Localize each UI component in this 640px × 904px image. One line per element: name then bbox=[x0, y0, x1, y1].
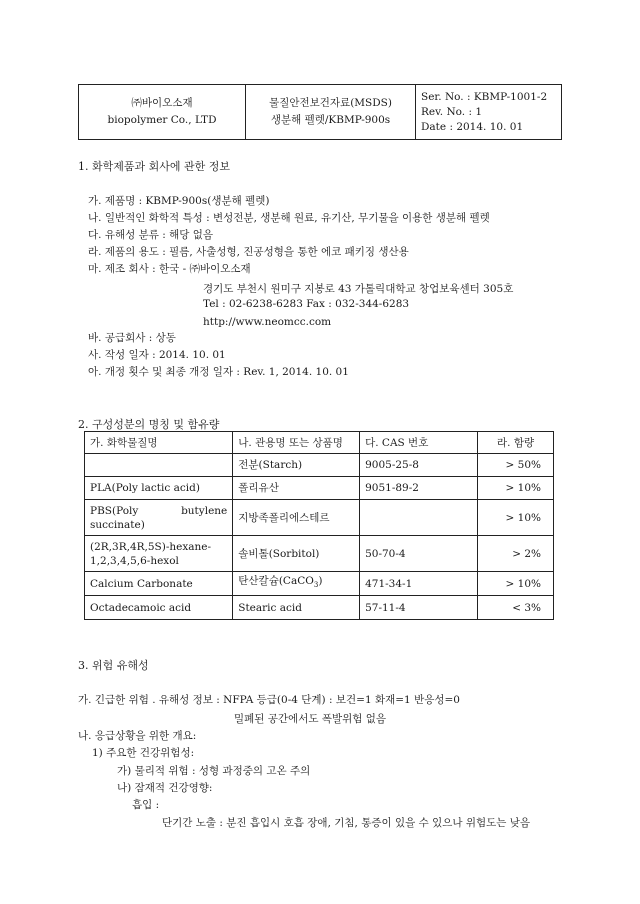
table-row bbox=[85, 477, 554, 500]
column-header-cas-number: 다. CAS 번호 bbox=[360, 432, 478, 454]
common-name-text: 탄산칼슘(CaCO bbox=[238, 575, 314, 588]
cell-chemical-name bbox=[85, 500, 233, 536]
manufacturer-tel-fax: Tel : 02-6238-6283 Fax : 032-344-6283 bbox=[203, 298, 410, 310]
cell-cas-number: 471-34-1 bbox=[360, 572, 478, 596]
table-header-row bbox=[85, 432, 554, 454]
cell-content: < 3% bbox=[478, 596, 554, 620]
section3-health-hazards: 1) 주요한 건강위험성: bbox=[92, 747, 195, 759]
table-row bbox=[85, 572, 554, 596]
cell-common-name: 솔비톨(Sorbitol) bbox=[233, 536, 360, 572]
table-row bbox=[85, 536, 554, 572]
cell-common-name bbox=[233, 572, 360, 596]
section1-item-manufacturer: 마. 제조 회사 : 한국 - ㈜바이오소재 bbox=[88, 263, 251, 275]
cell-cas-number: 9005-25-8 bbox=[360, 454, 478, 477]
composition-table bbox=[84, 431, 554, 620]
company-name-en: biopolymer Co., LTD bbox=[107, 114, 217, 126]
cell-chemical-name bbox=[85, 454, 233, 477]
company-cell bbox=[79, 85, 246, 139]
section1-item-usage: 라. 제품의 용도 : 필름, 사출성형, 진공성형을 통한 에코 패키징 생산용 bbox=[88, 246, 409, 258]
cell-common-name: Stearic acid bbox=[233, 596, 360, 620]
manufacturer-website: http://www.neomcc.com bbox=[203, 316, 332, 328]
section3-potential-health-effects: 나) 잠재적 건강영향: bbox=[117, 782, 213, 794]
cell-chemical-name: Calcium Carbonate bbox=[85, 572, 233, 596]
section3-physical-hazard: 가) 물리적 위험 : 성형 과정중의 고온 주의 bbox=[117, 765, 311, 777]
section1-title: 1. 화학제품과 회사에 관한 정보 bbox=[78, 160, 230, 173]
chemical-name-line1: (2R,3R,4R,5S)-hexane- bbox=[90, 540, 212, 553]
section1-item-product-name: 가. 제품명 : KBMP-900s(생분해 펠렛) bbox=[88, 195, 270, 207]
section2-title: 2. 구성성분의 명칭 및 함유량 bbox=[78, 418, 220, 431]
cell-cas-number bbox=[360, 500, 478, 536]
company-name-ko: ㈜바이오소재 bbox=[131, 97, 193, 109]
section3-title: 3. 위험 유해성 bbox=[78, 659, 149, 672]
document-title: 물질안전보건자료(MSDS) bbox=[269, 97, 392, 109]
section3-emergency-overview: 나. 응급상황을 위한 개요: bbox=[78, 730, 197, 742]
section3-inhalation-label: 흡입 : bbox=[132, 799, 160, 811]
document-date: Date : 2014. 10. 01 bbox=[421, 120, 524, 133]
chemical-name-line2: 1,2,3,4,5,6-hexol bbox=[90, 554, 179, 567]
cell-content: > 2% bbox=[478, 536, 554, 572]
cell-common-name: 폴리유산 bbox=[233, 477, 360, 500]
table-row bbox=[85, 500, 554, 536]
chemical-name-part: butylene bbox=[181, 504, 228, 517]
cell-cas-number: 50-70-4 bbox=[360, 536, 478, 572]
cell-cas-number: 57-11-4 bbox=[360, 596, 478, 620]
table-row bbox=[85, 596, 554, 620]
cell-chemical-name bbox=[85, 536, 233, 572]
chemical-name-part: PBS(Poly bbox=[90, 504, 139, 517]
table-row bbox=[85, 454, 554, 477]
cell-chemical-name: PLA(Poly lactic acid) bbox=[85, 477, 233, 500]
section1-item-chemical-properties: 나. 일반적인 화학적 특성 : 변성전분, 생분해 원료, 유기산, 무기물을 이용한 생분해 펠렛 bbox=[88, 212, 490, 224]
column-header-chemical-name: 가. 화학물질명 bbox=[85, 432, 233, 454]
cell-content: > 10% bbox=[478, 500, 554, 536]
manufacturer-address: 경기도 부천시 원미구 지봉로 43 가톨릭대학교 창업보육센터 305호 bbox=[203, 283, 514, 295]
cell-content: > 10% bbox=[478, 477, 554, 500]
cell-content: > 50% bbox=[478, 454, 554, 477]
document-meta-cell bbox=[416, 85, 561, 139]
column-header-common-name: 나. 관용명 또는 상품명 bbox=[233, 432, 360, 454]
cell-common-name: 지방족폴리에스테르 bbox=[233, 500, 360, 536]
column-header-content: 라. 함량 bbox=[478, 432, 554, 454]
document-title-cell bbox=[246, 85, 416, 139]
section1-item-revision: 아. 개정 횟수 및 최종 개정 일자 : Rev. 1, 2014. 10. 01 bbox=[88, 366, 349, 378]
chemical-name-line2: succinate) bbox=[90, 518, 145, 531]
cell-content: > 10% bbox=[478, 572, 554, 596]
document-header-box bbox=[78, 84, 562, 140]
cell-cas-number: 9051-89-2 bbox=[360, 477, 478, 500]
common-name-subscript: 3 bbox=[313, 581, 319, 590]
section3-emergency-hazard-info: 가. 긴급한 위험 . 유해성 정보 : NFPA 등급(0-4 단계) : 보건=1 화재=1 반응성=0 bbox=[78, 694, 460, 706]
document-subtitle: 생분해 펠렛/KBMP-900s bbox=[270, 114, 391, 126]
section1-item-created-date: 사. 작성 일자 : 2014. 10. 01 bbox=[88, 349, 226, 361]
chemical-name-line1 bbox=[90, 504, 227, 518]
cell-common-name: 전분(Starch) bbox=[233, 454, 360, 477]
cell-chemical-name: Octadecamoic acid bbox=[85, 596, 233, 620]
serial-number: Ser. No. : KBMP-1001-2 bbox=[421, 90, 548, 103]
section1-item-hazard-class: 다. 유해성 분류 : 해당 없음 bbox=[88, 229, 213, 241]
section3-short-term-exposure: 단기간 노출 : 분진 흡입시 호흡 장애, 기침, 통증이 있을 수 있으나 위험도는 낮음 bbox=[162, 817, 531, 829]
common-name-text: ) bbox=[318, 575, 323, 588]
section3-explosion-note: 밀폐된 공간에서도 폭발위험 없음 bbox=[234, 713, 387, 725]
revision-number: Rev. No. : 1 bbox=[421, 105, 483, 118]
section1-item-supplier: 바. 공급회사 : 상동 bbox=[88, 332, 176, 344]
